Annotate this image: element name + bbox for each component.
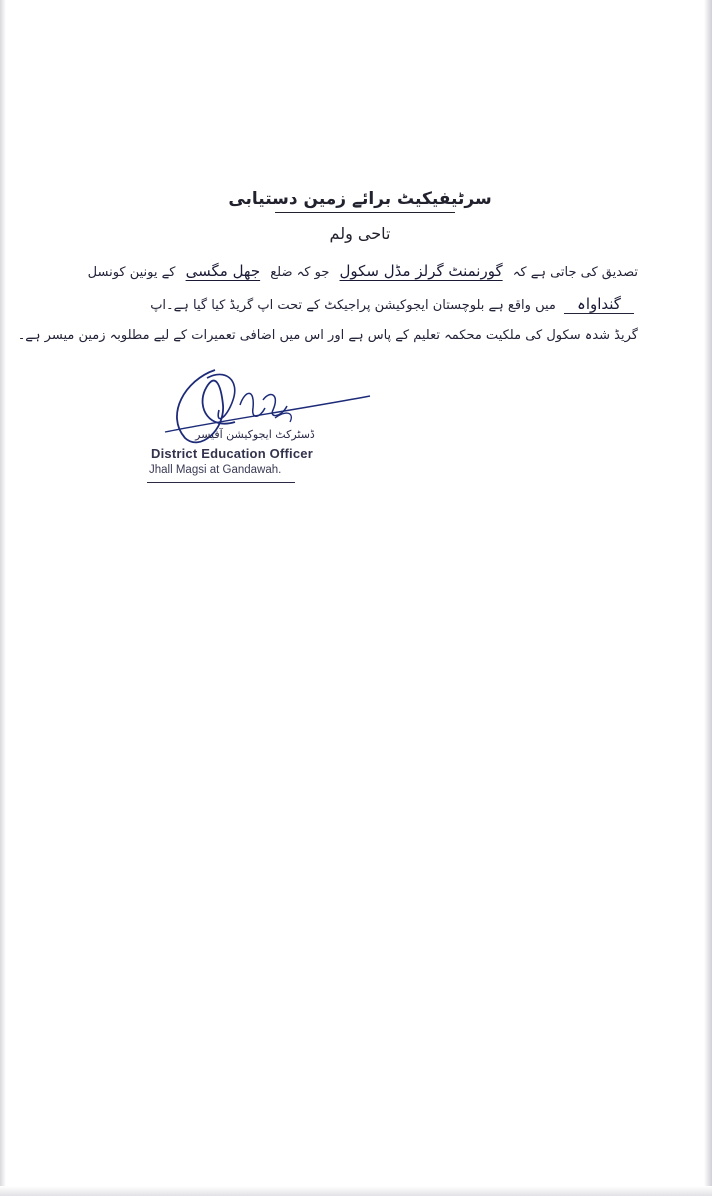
- body-line-2: [80, 295, 638, 314]
- stamp-underline: [147, 482, 295, 483]
- stamp-location: Jhall Magsi at Gandawah.: [149, 464, 282, 476]
- district-field: جھل مگسی: [185, 262, 261, 280]
- page-edge-bottom: [0, 1186, 712, 1196]
- signature-stamp-block: [145, 360, 375, 490]
- stamp-title: District Education Officer: [151, 446, 313, 461]
- certificate-title: سرٹیفیکیٹ برائے زمین دستیابی: [228, 189, 492, 209]
- body-line-1: [80, 262, 638, 280]
- body-line-3: [17, 328, 638, 343]
- title-underline: [275, 212, 455, 213]
- salutation: تاحی ولم: [329, 224, 391, 243]
- school-name-field: گورنمنٹ گرلز مڈل سکول: [339, 262, 503, 280]
- line1-mid: جو کہ ضلع: [270, 265, 330, 280]
- page-edge-left: [0, 0, 6, 1196]
- stamp-urdu-title: ڈسٹرکٹ ایجوکیشن آفیسر: [195, 428, 315, 441]
- page-edge-right: [704, 0, 712, 1196]
- union-council-field: گنداواہ: [564, 295, 634, 314]
- line3-text: گریڈ شدہ سکول کی ملکیت محکمہ تعلیم کے پاس ہے اور اس میں اضافی تعمیرات کے لیے مطلوبہ زمین میسر ہے۔: [17, 328, 638, 343]
- line1-lead: تصدیق کی جاتی ہے کہ: [512, 265, 638, 280]
- line1-tail: کے یونین کونسل: [87, 265, 176, 280]
- line2-text: میں واقع ہے بلوچستان ایجوکیشن پراجیکٹ کے تحت اپ گریڈ کیا گیا ہے۔اپ: [150, 298, 556, 313]
